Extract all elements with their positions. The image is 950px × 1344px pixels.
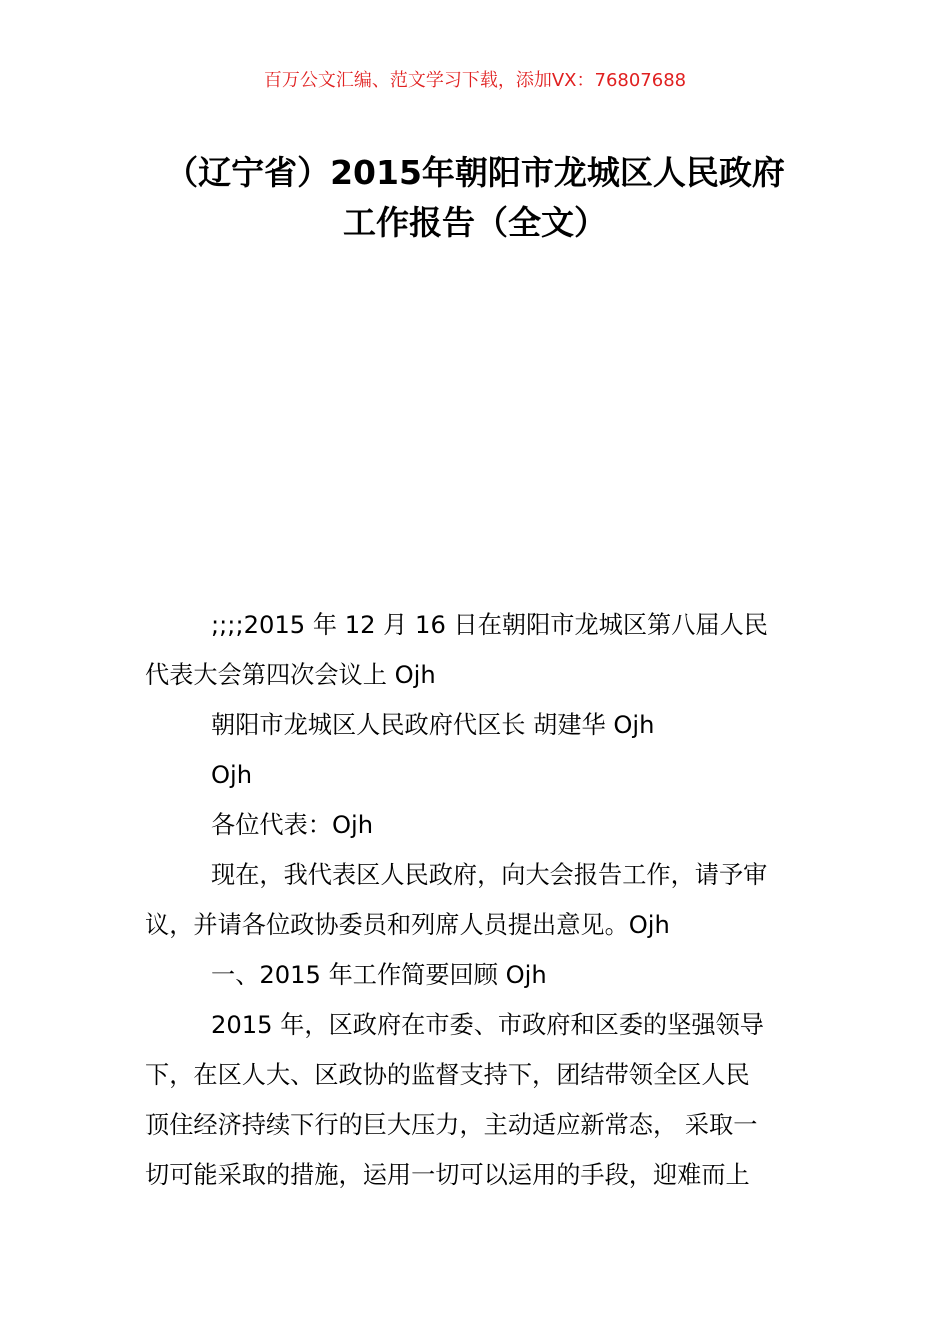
body-line: ;;;;2015 年 12 月 16 日在朝阳市龙城区第八届人民 xyxy=(211,611,768,639)
body-line: 一、2015 年工作简要回顾 Ojh xyxy=(211,961,547,989)
body-line: Ojh xyxy=(211,761,253,789)
body-line: 代表大会第四次会议上 Ojh xyxy=(145,661,436,689)
watermark-header: 百万公文汇编、范文学习下载，添加VX：76807688 xyxy=(263,70,687,91)
body-line: 切可能采取的措施，运用一切可以运用的手段，迎难而上 xyxy=(145,1161,750,1189)
body-line: 各位代表：Ojh xyxy=(211,811,374,839)
document-body xyxy=(145,600,807,1200)
body-line: 现在，我代表区人民政府，向大会报告工作，请予审 xyxy=(211,861,768,889)
title-line-2: 工作报告（全文） xyxy=(343,203,607,242)
document-title xyxy=(0,148,950,248)
body-line: 下，在区人大、区政协的监督支持下，团结带领全区人民 xyxy=(145,1061,750,1089)
title-line-1: （辽宁省）2015年朝阳市龙城区人民政府 xyxy=(165,153,785,192)
body-line: 2015 年，区政府在市委、市政府和区委的坚强领导 xyxy=(211,1011,764,1039)
body-line: 议，并请各位政协委员和列席人员提出意见。Ojh xyxy=(145,911,670,939)
body-line: 朝阳市龙城区人民政府代区长 胡建华 Ojh xyxy=(211,711,655,739)
body-line: 顶住经济持续下行的巨大压力，主动适应新常态， 采取一 xyxy=(145,1111,758,1139)
